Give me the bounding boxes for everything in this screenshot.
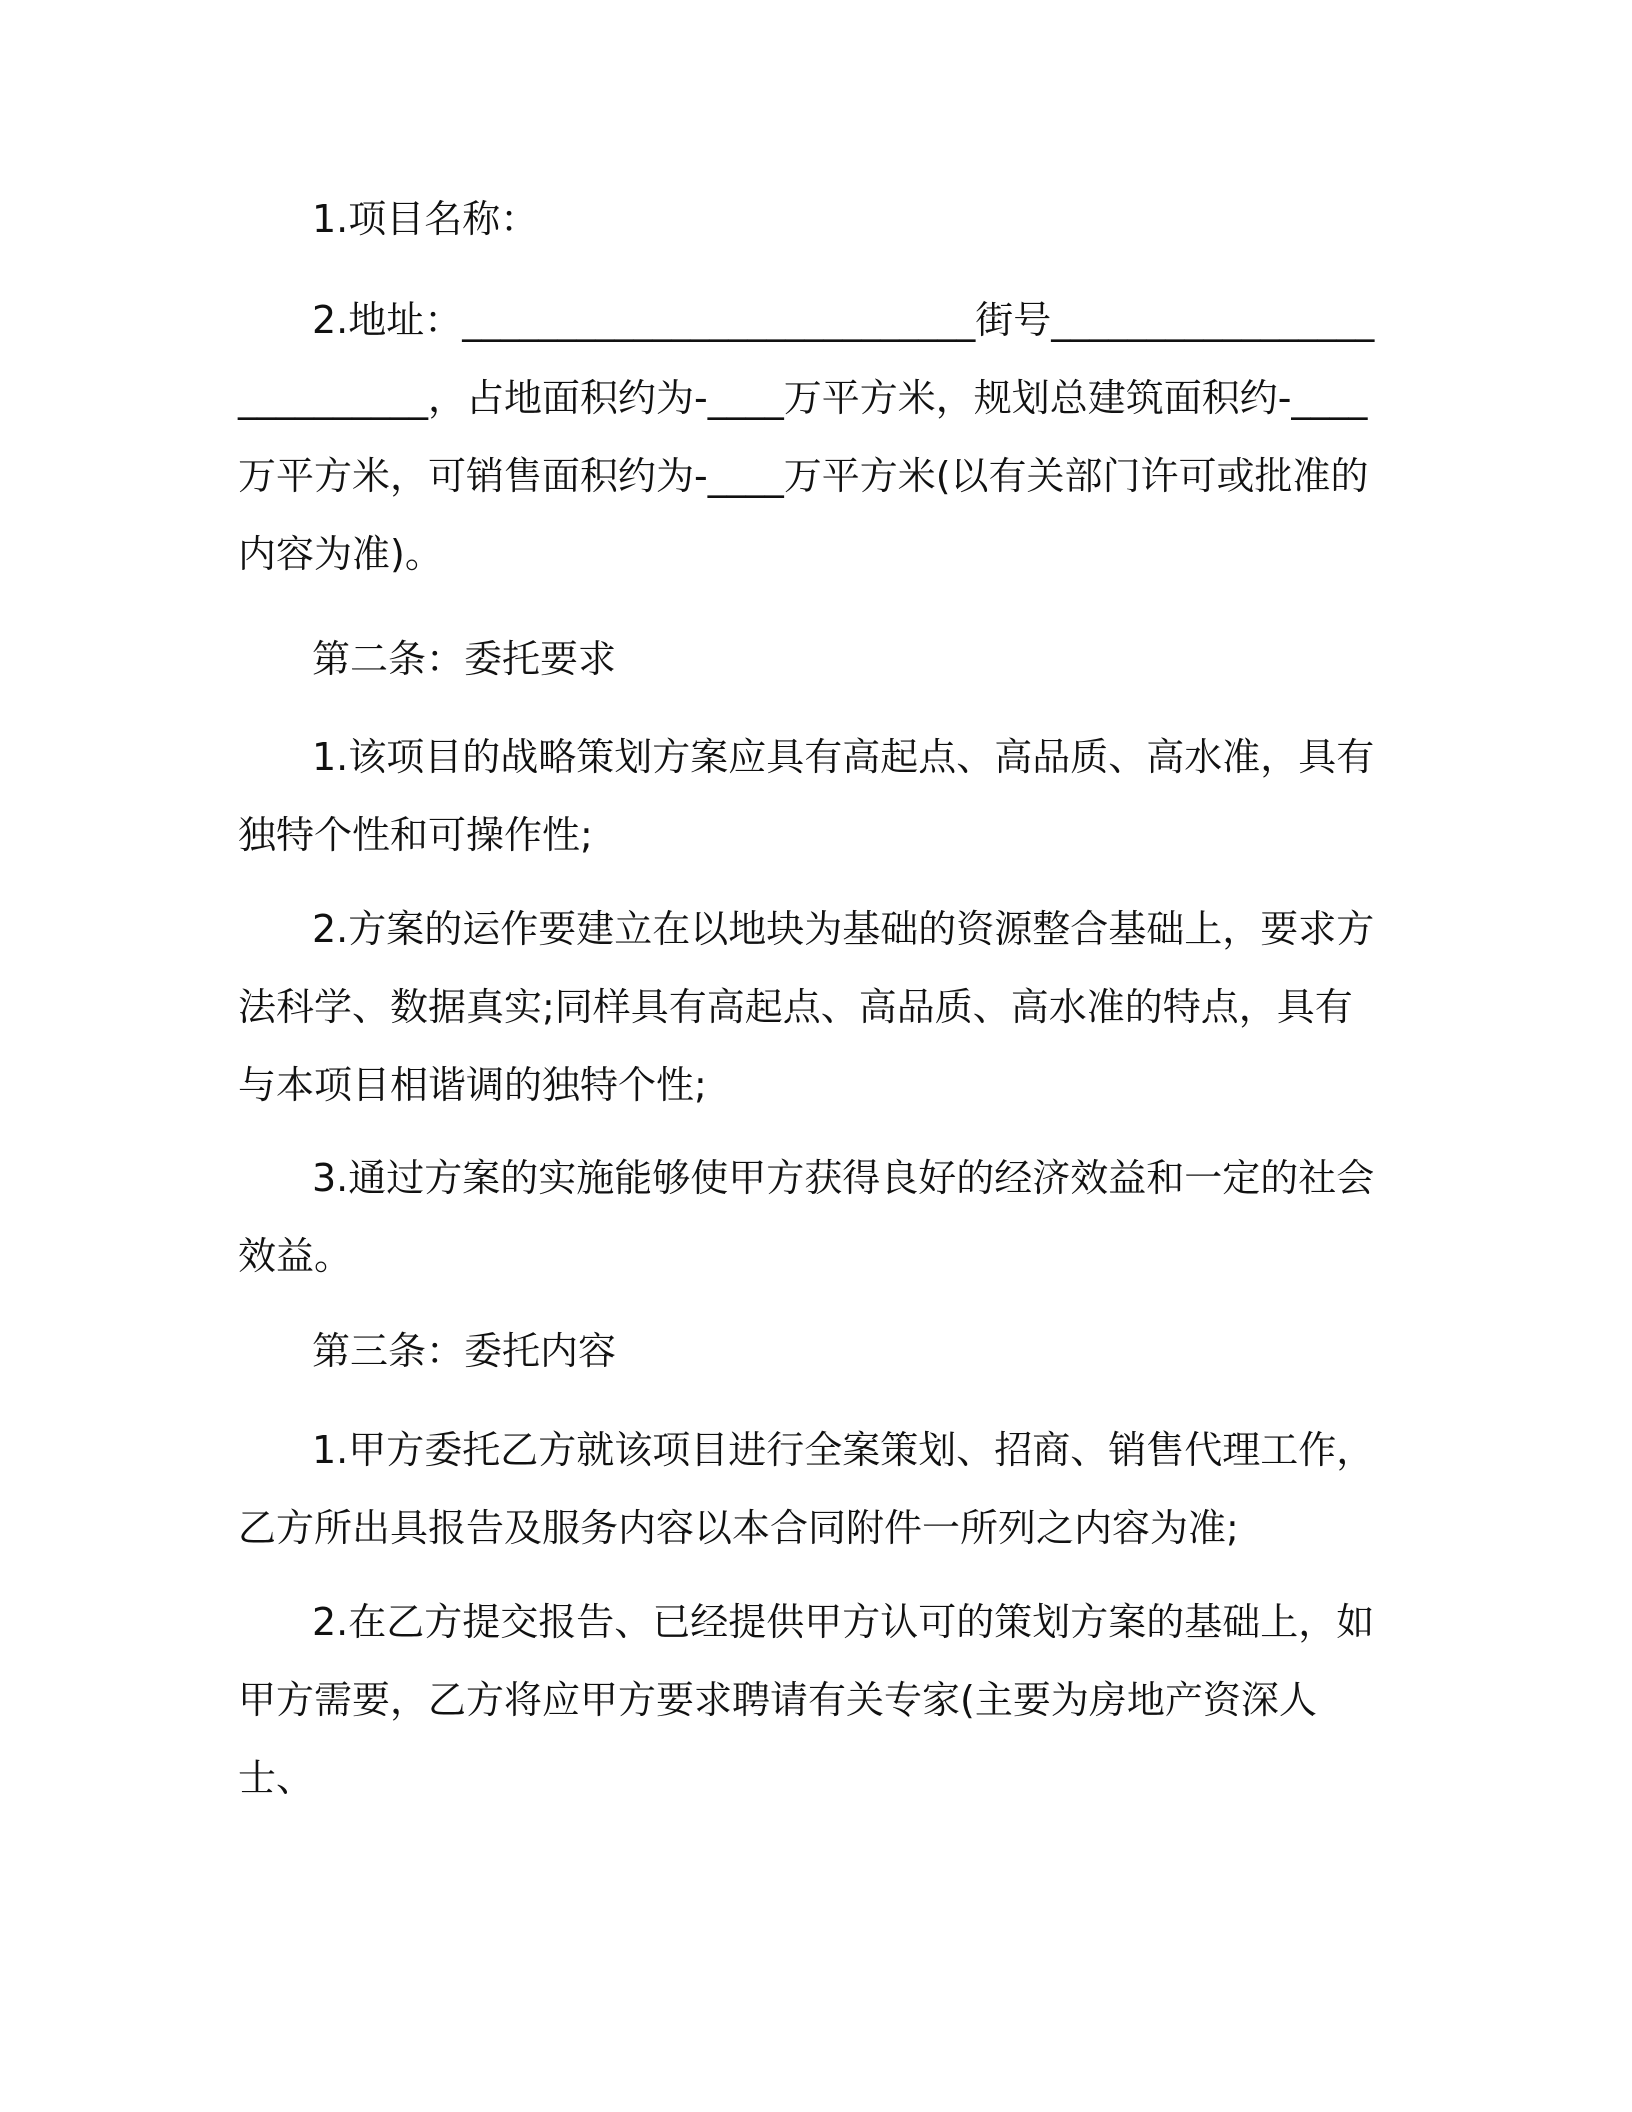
requirement-item-1: 1.该项目的战略策划方案应具有高起点、高品质、高水准，具有独特个性和可操作性; (238, 735, 1375, 857)
content-item-1: 1.甲方委托乙方就该项目进行全案策划、招商、销售代理工作，乙方所出具报告及服务内容以本合同附件一所列之内容为准; (238, 1428, 1375, 1550)
requirement-item-3: 3.通过方案的实施能够使甲方获得良好的经济效益和一定的社会效益。 (238, 1156, 1375, 1278)
section-heading-3: 第三条：委托内容 (312, 1329, 617, 1373)
section-heading-2: 第二条：委托要求 (312, 637, 617, 681)
content-item-2: 2.在乙方提交报告、已经提供甲方认可的策划方案的基础上，如甲方需要，乙方将应甲方要求聘请有关专家(主要为房地产资深人士、 (238, 1600, 1375, 1800)
requirement-item-2: 2.方案的运作要建立在以地块为基础的资源整合基础上，要求方法科学、数据真实;同样具有高起点、高品质、高水准的特点，具有与本项目相谐调的独特个性; (238, 907, 1375, 1107)
address-paragraph: 2.地址：___________________________街号___________________________，占地面积约为-____万平方米，规划总建筑面积约-____万平方米，可销售面积约为-____万平方米(以有关部门许可或批准的内容为准)。 (238, 298, 1375, 576)
project-name-item: 1.项目名称： (312, 197, 539, 241)
